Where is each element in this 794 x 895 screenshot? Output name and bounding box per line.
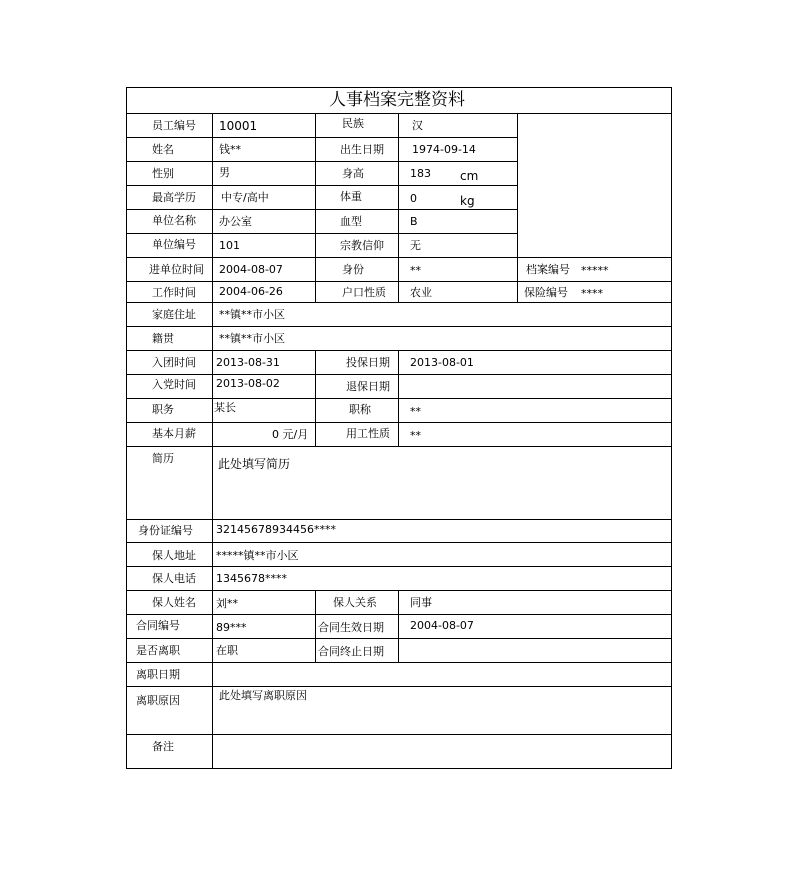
insure-date-label: 投保日期	[346, 356, 390, 369]
contract-no-label: 合同编号	[136, 619, 180, 632]
join-date-value: 2004-08-07	[219, 263, 283, 276]
weight-label: 体重	[340, 190, 362, 203]
rule	[126, 398, 672, 399]
league-date-value: 2013-08-31	[216, 356, 280, 369]
party-date-value: 2013-08-02	[216, 377, 280, 390]
insurance-no-label: 保险编号	[524, 286, 568, 299]
birth-value: 1974-09-14	[412, 143, 476, 156]
rule	[126, 542, 672, 543]
home-address-label: 家庭住址	[152, 308, 196, 321]
weight-unit: kg	[460, 194, 475, 208]
unit-code-label: 单位编号	[152, 238, 196, 251]
gender-value: 男	[219, 166, 230, 179]
resume-value: 此处填写简历	[218, 457, 291, 471]
rule	[126, 350, 672, 351]
identity-value: **	[410, 264, 421, 277]
rule	[126, 768, 672, 769]
unit-name-label: 单位名称	[152, 214, 196, 227]
rule	[398, 590, 399, 662]
guarantor-relation-label: 保人关系	[333, 596, 377, 609]
rule	[126, 326, 672, 327]
rule	[126, 185, 517, 186]
guarantor-phone-label: 保人电话	[152, 572, 196, 585]
rule	[126, 662, 672, 663]
rule	[315, 350, 316, 446]
guarantor-name-label: 保人姓名	[152, 596, 196, 609]
id-card-value: 32145678934456****	[216, 523, 336, 536]
guarantor-address-label: 保人地址	[152, 549, 196, 562]
rule	[126, 257, 672, 258]
join-date-label: 进单位时间	[149, 263, 204, 276]
gender-label: 性别	[152, 167, 174, 180]
unit-code-value: 101	[219, 239, 240, 252]
contract-start-label: 合同生效日期	[318, 621, 384, 634]
unit-name-value: 办公室	[219, 215, 252, 228]
rule	[315, 590, 316, 662]
archive-no-value: *****	[581, 264, 609, 277]
guarantor-name-value: 刘**	[216, 597, 238, 610]
job-title-label: 职称	[349, 403, 371, 416]
weight-value: 0	[410, 192, 417, 205]
rule	[126, 686, 672, 687]
rule	[126, 161, 517, 162]
resign-reason-label: 离职原因	[136, 694, 180, 707]
position-value: 某长	[214, 401, 236, 414]
rule	[126, 638, 672, 639]
rule	[126, 233, 517, 234]
rule	[517, 113, 518, 302]
identity-label: 身份	[342, 263, 364, 276]
education-label: 最高学历	[152, 191, 196, 204]
rule	[126, 137, 517, 138]
ethnicity-value: 汉	[412, 119, 423, 132]
resume-label: 简历	[152, 452, 174, 465]
religion-label: 宗教信仰	[340, 239, 384, 252]
id-card-label: 身份证编号	[138, 524, 193, 537]
rule	[126, 374, 672, 375]
native-place-label: 籍贯	[152, 332, 174, 345]
resign-reason-value: 此处填写离职原因	[219, 689, 307, 702]
rule	[212, 113, 213, 769]
guarantor-phone-value: 1345678****	[216, 572, 287, 585]
rule	[126, 614, 672, 615]
employment-label: 用工性质	[346, 427, 390, 440]
ethnicity-label: 民族	[342, 117, 364, 130]
blood-label: 血型	[340, 215, 362, 228]
archive-no-label: 档案编号	[526, 263, 570, 276]
work-date-label: 工作时间	[152, 286, 196, 299]
resigned-value: 在职	[216, 644, 238, 657]
remarks-label: 备注	[152, 740, 174, 753]
rule	[126, 590, 672, 591]
rule	[315, 113, 316, 302]
insure-date-value: 2013-08-01	[410, 356, 474, 369]
rule	[126, 566, 672, 567]
rule	[126, 209, 517, 210]
league-date-label: 入团时间	[152, 356, 196, 369]
resign-date-label: 离职日期	[136, 668, 180, 681]
guarantor-relation-value: 同事	[410, 596, 432, 609]
name-value: 钱**	[219, 143, 241, 156]
rule	[126, 446, 672, 447]
rule	[126, 87, 672, 88]
salary-value: 0 元/月	[272, 428, 309, 441]
religion-value: 无	[410, 239, 421, 252]
rule	[671, 87, 672, 769]
rule	[126, 281, 672, 282]
height-value: 183	[410, 167, 431, 180]
uninsure-date-label: 退保日期	[346, 380, 390, 393]
insurance-no-value: ****	[581, 287, 603, 300]
rule	[126, 734, 672, 735]
rule	[398, 350, 399, 446]
employment-value: **	[410, 429, 421, 442]
employee-id-value: 10001	[219, 119, 258, 133]
contract-no-value: 89***	[216, 621, 247, 634]
height-unit: cm	[460, 169, 479, 183]
salary-label: 基本月薪	[152, 427, 196, 440]
contract-start-value: 2004-08-07	[410, 619, 474, 632]
blood-value: B	[410, 215, 418, 228]
hukou-label: 户口性质	[342, 286, 386, 299]
job-title-value: **	[410, 405, 421, 418]
rule	[126, 519, 672, 520]
rule	[126, 302, 672, 303]
home-address-value: **镇**市小区	[219, 308, 285, 321]
rule	[126, 113, 672, 114]
employee-id-label: 员工编号	[152, 119, 196, 132]
hukou-value: 农业	[410, 286, 432, 299]
birth-label: 出生日期	[340, 143, 384, 156]
party-date-label: 入党时间	[152, 378, 196, 391]
position-label: 职务	[152, 403, 174, 416]
resigned-label: 是否离职	[136, 644, 180, 657]
name-label: 姓名	[152, 143, 174, 156]
height-label: 身高	[342, 167, 364, 180]
rule	[126, 422, 672, 423]
rule	[126, 87, 127, 769]
contract-end-label: 合同终止日期	[318, 645, 384, 658]
work-date-value: 2004-06-26	[219, 285, 283, 298]
rule	[398, 113, 399, 302]
guarantor-address-value: *****镇**市小区	[216, 549, 299, 562]
form-title: 人事档案完整资料	[329, 90, 465, 110]
education-value: 中专/高中	[221, 191, 269, 204]
native-place-value: **镇**市小区	[219, 332, 285, 345]
